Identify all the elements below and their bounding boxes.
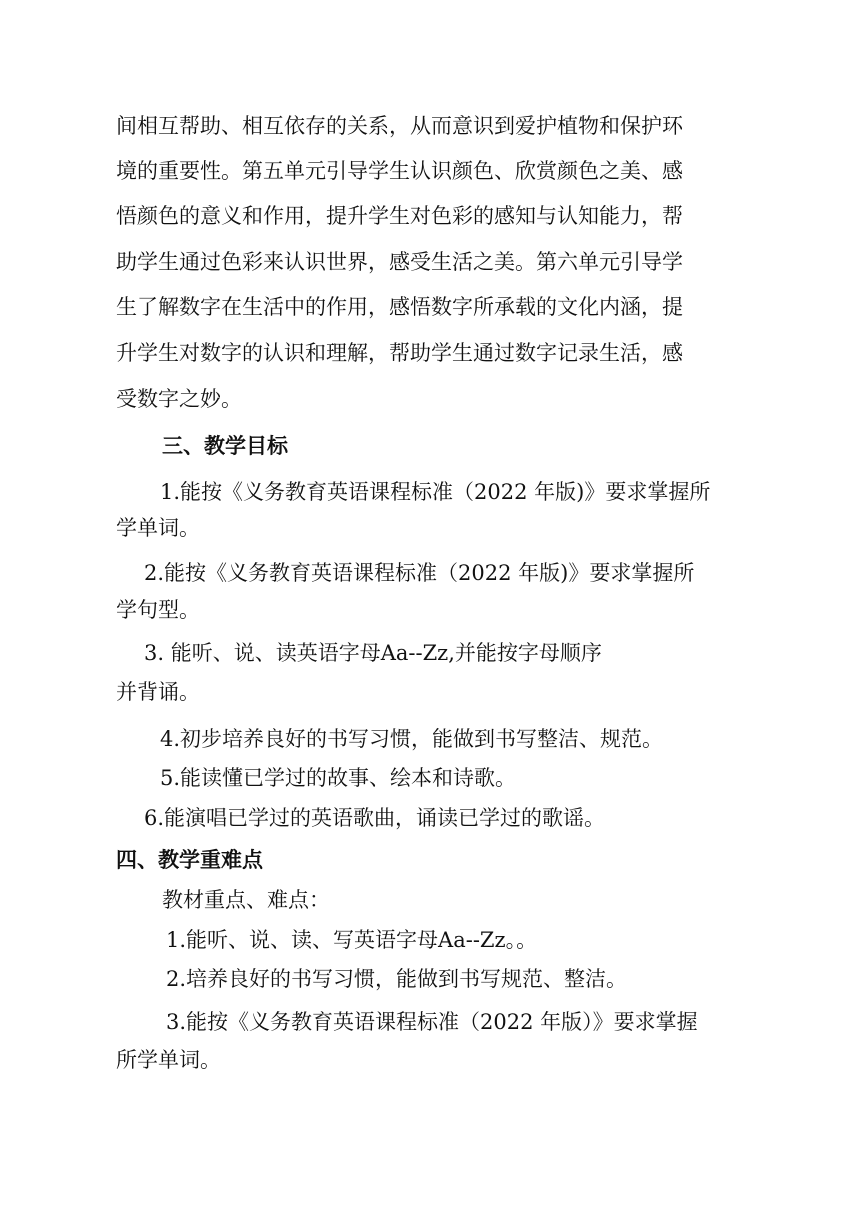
paragraph-line: 间相互帮助、相互依存的关系，从而意识到爱护植物和保护环 xyxy=(116,114,683,138)
objective-item-continuation: 学单词。 xyxy=(116,516,200,540)
key-point-item-continuation: 所学单词。 xyxy=(116,1048,221,1072)
section-subheading: 教材重点、难点： xyxy=(162,888,330,912)
objective-item: 4.初步培养良好的书写习惯，能做到书写整洁、规范。 xyxy=(160,727,664,751)
section-heading: 四、教学重难点 xyxy=(116,847,263,872)
objective-item: 3. 能听、说、读英语字母Aa--Zz,并能按字母顺序 xyxy=(144,641,602,665)
key-point-item: 3.能按《义务教育英语课程标准（2022 年版）》要求掌握 xyxy=(166,1010,698,1034)
objective-item: 1.能按《义务教育英语课程标准（2022 年版)》要求掌握所 xyxy=(160,480,711,504)
objective-item-continuation: 并背诵。 xyxy=(116,680,200,704)
objective-item: 5.能读懂已学过的故事、绘本和诗歌。 xyxy=(160,766,517,790)
paragraph-line: 境的重要性。第五单元引导学生认识颜色、欣赏颜色之美、感 xyxy=(116,159,683,183)
key-point-item: 1.能听、说、读、写英语字母Aa--Zz。。 xyxy=(166,928,538,952)
paragraph-line: 受数字之妙。 xyxy=(116,387,242,411)
key-point-item: 2.培养良好的书写习惯，能做到书写规范、整洁。 xyxy=(166,967,628,991)
paragraph-line: 助学生通过色彩来认识世界，感受生活之美。第六单元引导学 xyxy=(116,250,683,274)
objective-item: 6.能演唱已学过的英语歌曲，诵读已学过的歌谣。 xyxy=(144,806,606,830)
paragraph-line: 升学生对数字的认识和理解，帮助学生通过数字记录生活，感 xyxy=(116,341,683,365)
objective-item-continuation: 学句型。 xyxy=(116,598,200,622)
objective-item: 2.能按《义务教育英语课程标准（2022 年版)》要求掌握所 xyxy=(144,561,695,585)
section-heading: 三、教学目标 xyxy=(162,433,288,458)
paragraph-line: 悟颜色的意义和作用，提升学生对色彩的感知与认知能力，帮 xyxy=(116,204,683,228)
paragraph-line: 生了解数字在生活中的作用，感悟数字所承载的文化内涵，提 xyxy=(116,295,683,319)
